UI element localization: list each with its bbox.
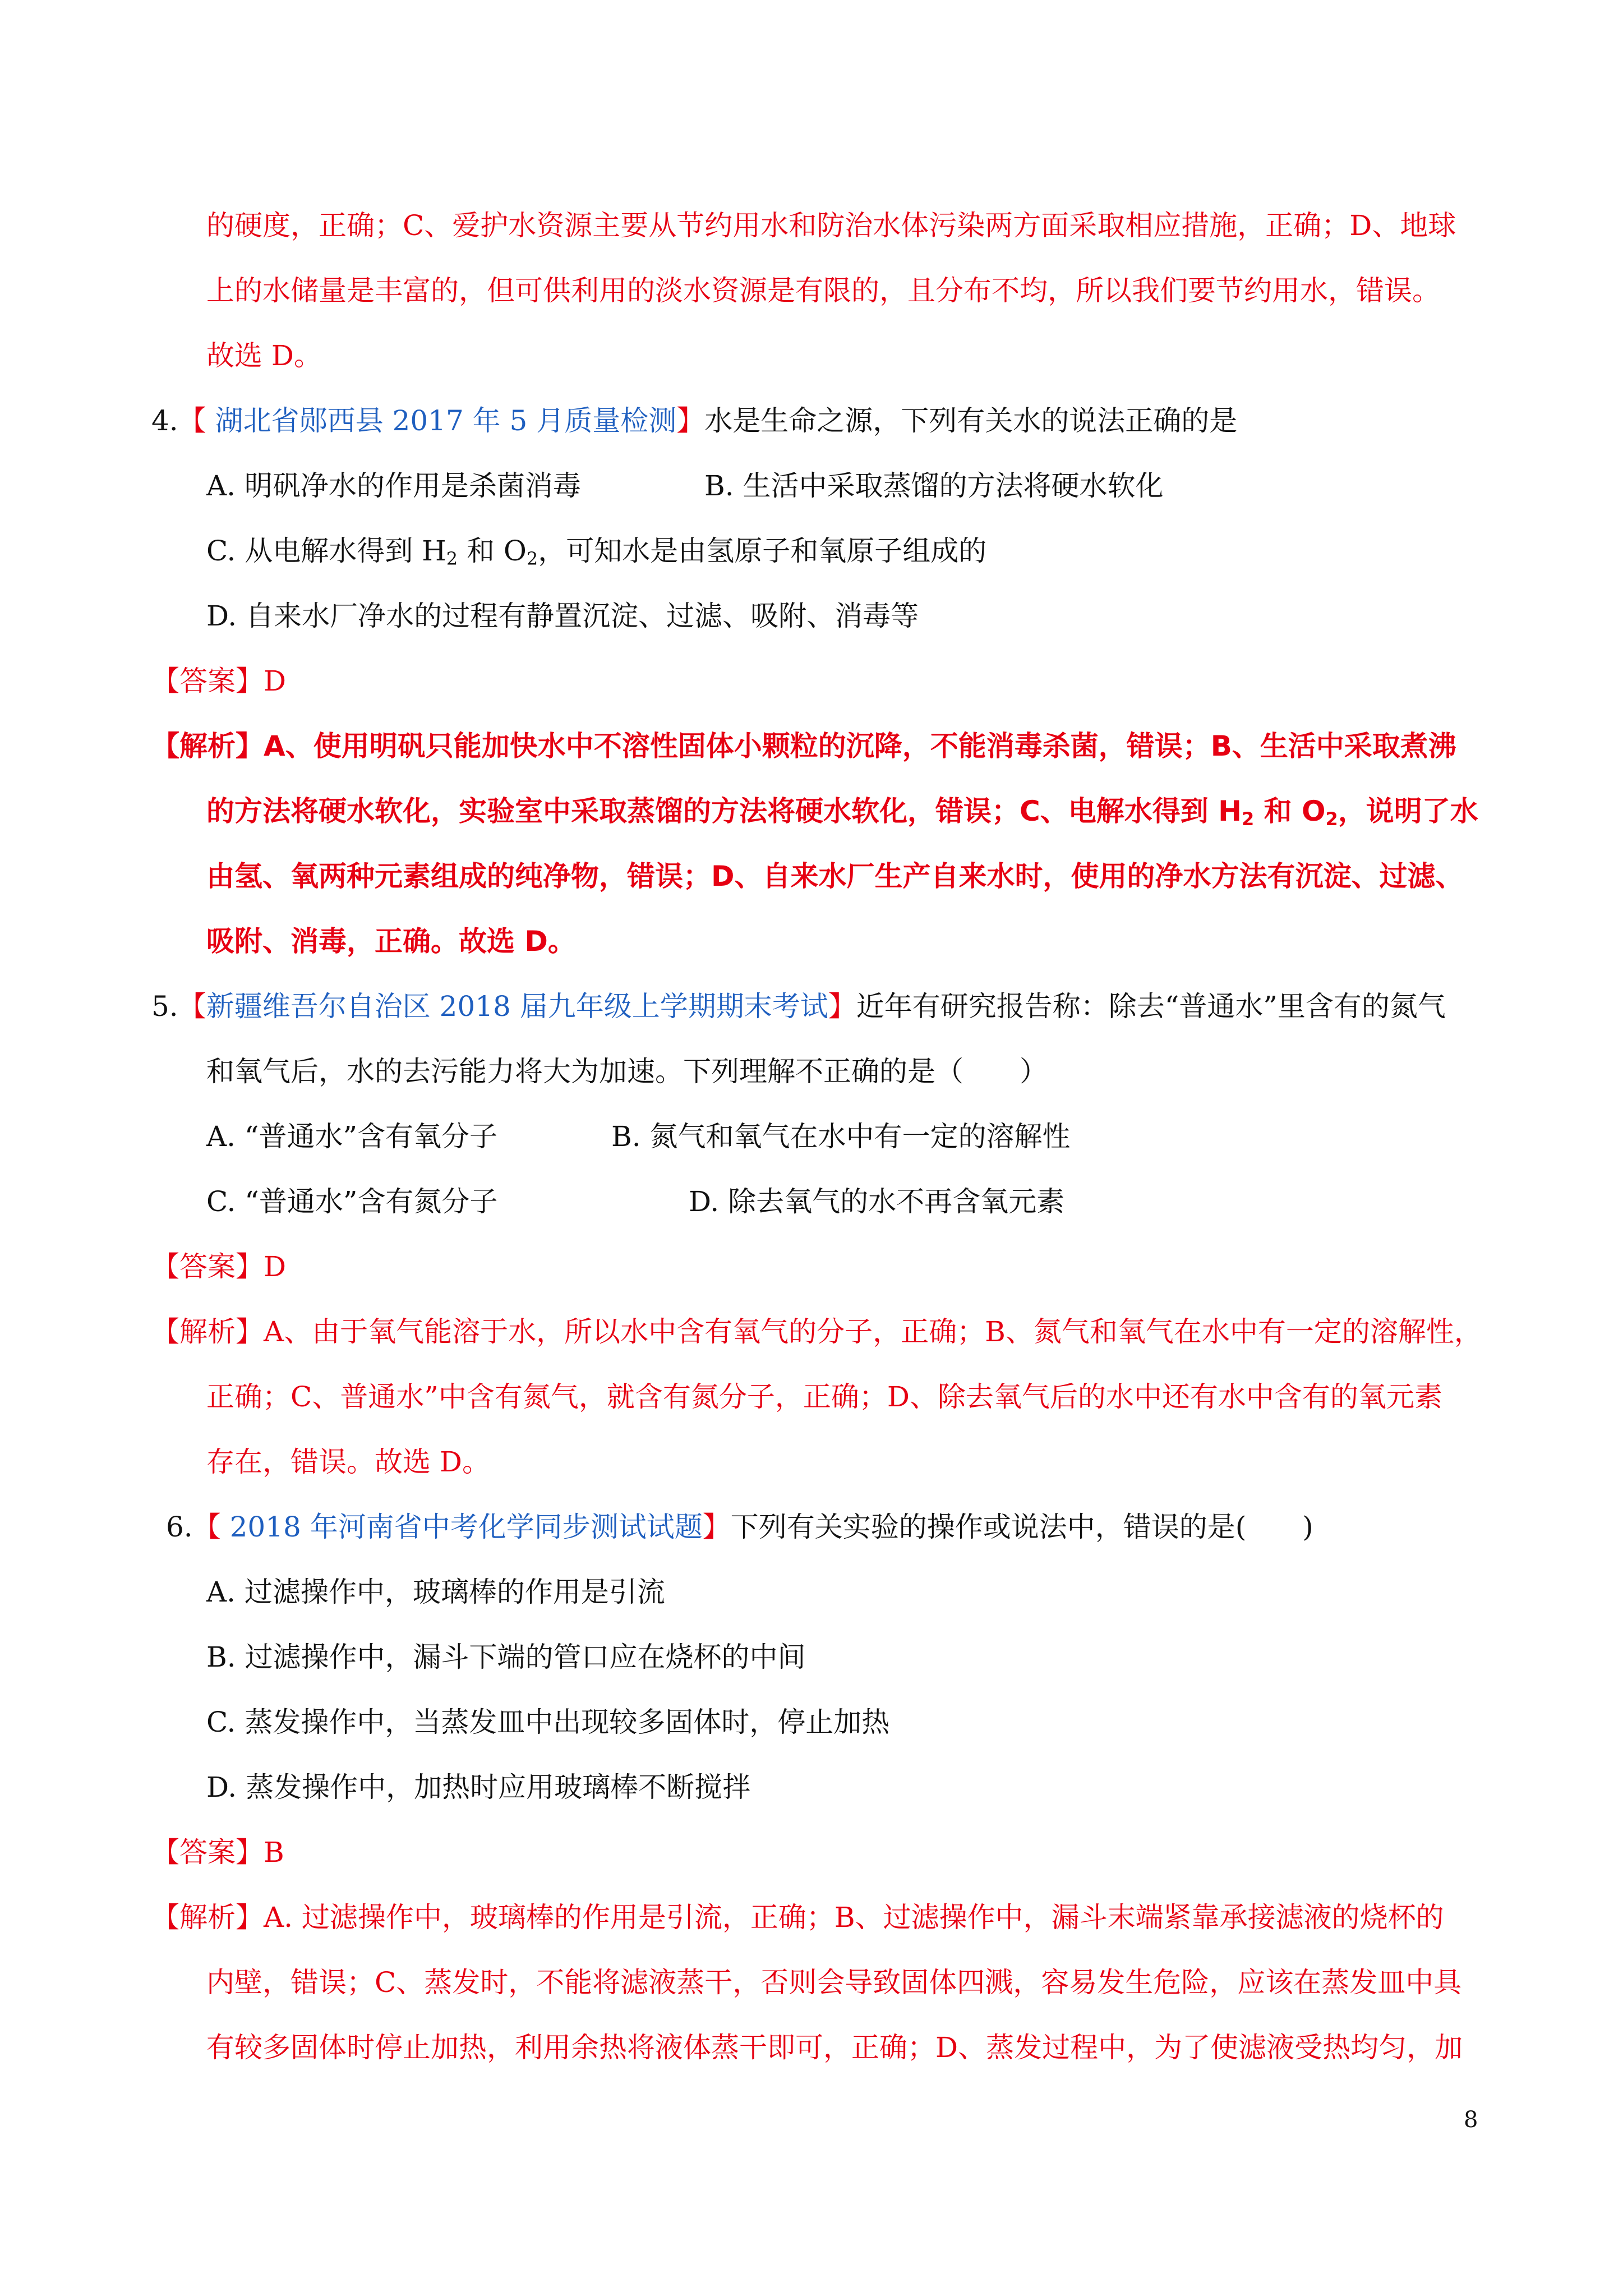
q4-option-d: D. 自来水厂净水的过程有静置沉淀、过滤、吸附、消毒等 (206, 600, 919, 632)
page-number: 8 (1464, 2107, 1478, 2133)
q5-answer (151, 1250, 286, 1283)
q4-analysis-line4: 吸附、消毒，正确。故选 D。 (206, 925, 576, 958)
q6-option-b: B. 过滤操作中，漏斗下端的管口应在烧杯的中间 (206, 1641, 806, 1673)
q5-option-b: B. 氮气和氧气在水中有一定的溶解性 (611, 1120, 1071, 1153)
q5-answer-label: 【答案】 (151, 1250, 264, 1283)
q5-bracket-open: 【 (178, 990, 206, 1023)
analysis-continuation-line3: 故选 D。 (206, 339, 322, 372)
q4-option-b: B. 生活中采取蒸馏的方法将硬水软化 (704, 470, 1164, 502)
q4-analysis-text1: A、使用明矾只能加快水中不溶性固体小颗粒的沉降，不能消毒杀菌，错误；B、生活中采取煮沸 (264, 730, 1456, 762)
q4-analysis2-sub2: 2 (1325, 808, 1338, 830)
q5-stem-line2: 和氧气后，水的去污能力将大为加速。下列理解不正确的是（ ） (206, 1055, 1048, 1088)
q5-analysis-label: 【解析】 (151, 1315, 264, 1348)
q4-option-c-text3: ，可知水是由氢原子和氧原子组成的 (538, 535, 987, 567)
q6-answer-value: B (264, 1836, 284, 1869)
q4-stem: 水是生命之源，下列有关水的说法正确的是 (704, 404, 1238, 437)
q6-source: 2018 年河南省中考化学同步测试试题 (220, 1511, 703, 1543)
q5-analysis-line3: 存在，错误。故选 D。 (206, 1446, 490, 1478)
q4-analysis-line1 (151, 729, 1456, 763)
q4-answer-label: 【答案】 (151, 665, 264, 697)
q6-answer (151, 1835, 284, 1869)
q4-analysis2-text1: 的方法将硬水软化，实验室中采取蒸馏的方法将硬水软化，错误；C、电解水得到 H (206, 795, 1242, 827)
q4-option-c-text2: 和 O (458, 535, 527, 567)
q6-analysis-line2: 内壁，错误；C、蒸发时，不能将滤液蒸干，否则会导致固体四溅，容易发生危险，应该在蒸发皿中具 (206, 1966, 1462, 1999)
q5-analysis-line1 (151, 1315, 1482, 1349)
q4-analysis2-text3: ，说明了水 (1338, 795, 1478, 827)
q5-option-a: A. “普通水”含有氧分子 (206, 1120, 498, 1153)
q4-option-c (206, 534, 986, 568)
q4-stem-line (151, 404, 1237, 438)
q6-stem: 下列有关实验的操作或说法中，错误的是( ) (730, 1511, 1313, 1543)
q6-analysis-label: 【解析】 (151, 1901, 264, 1934)
q5-analysis-line2: 正确；C、普通水”中含有氮气，就含有氮分子，正确；D、除去氧气后的水中还有水中含有的氧元素 (206, 1381, 1442, 1413)
q5-analysis-text1: A、由于氧气能溶于水，所以水中含有氧气的分子，正确；B、氮气和氧气在水中有一定的溶解性， (264, 1315, 1482, 1348)
q4-option-c-sub2: 2 (526, 548, 538, 569)
analysis-continuation-line2: 上的水储量是丰富的，但可供利用的淡水资源是有限的，且分布不均，所以我们要节约用水，错误。 (206, 274, 1440, 307)
q6-number: 6. (166, 1511, 193, 1543)
q4-number: 4. (151, 404, 178, 437)
q4-source: 湖北省郧西县 2017 年 5 月质量检测 (206, 404, 677, 437)
q4-analysis-label: 【解析】 (151, 730, 264, 762)
q6-option-a: A. 过滤操作中，玻璃棒的作用是引流 (206, 1576, 665, 1608)
q6-bracket-close: 】 (702, 1511, 731, 1543)
q6-analysis-line3: 有较多固体时停止加热，利用余热将液体蒸干即可，正确；D、蒸发过程中，为了使滤液受热均匀，加 (206, 2031, 1463, 2064)
q4-answer (151, 664, 286, 698)
q4-analysis-line2 (206, 794, 1478, 828)
q6-option-c: C. 蒸发操作中，当蒸发皿中出现较多固体时，停止加热 (206, 1706, 890, 1738)
q6-answer-label: 【答案】 (151, 1836, 264, 1869)
q6-analysis-line1 (151, 1901, 1444, 1934)
q5-source: 新疆维吾尔自治区 2018 届九年级上学期期末考试 (206, 990, 828, 1023)
q5-number: 5. (151, 990, 178, 1023)
q4-option-c-text1: C. 从电解水得到 H (206, 535, 446, 567)
q5-stem-part1: 近年有研究报告称：除去“普通水”里含有的氮气 (856, 990, 1446, 1023)
q4-analysis2-sub1: 2 (1241, 808, 1255, 830)
q4-bracket-open: 【 (178, 404, 206, 437)
q5-answer-value: D (264, 1250, 287, 1283)
q4-analysis2-text2: 和 O (1254, 795, 1326, 827)
q6-stem-line (166, 1510, 1313, 1544)
q4-option-c-sub1: 2 (446, 548, 458, 569)
analysis-continuation-line1: 的硬度，正确；C、爱护水资源主要从节约用水和防治水体污染两方面采取相应措施，正确；D、地球 (206, 209, 1456, 242)
q5-stem-line1 (151, 990, 1446, 1023)
q5-option-d: D. 除去氧气的水不再含氧元素 (689, 1185, 1065, 1218)
q6-option-d: D. 蒸发操作中，加热时应用玻璃棒不断搅拌 (206, 1771, 751, 1803)
q4-analysis-line3: 由氢、氧两种元素组成的纯净物，错误；D、自来水厂生产自来水时，使用的净水方法有沉淀、过滤、 (206, 860, 1464, 892)
q4-answer-value: D (264, 665, 287, 697)
q6-analysis-text1: A. 过滤操作中，玻璃棒的作用是引流，正确；B、过滤操作中，漏斗末端紧靠承接滤液的烧杯的 (264, 1901, 1444, 1934)
q4-option-a: A. 明矾净水的作用是杀菌消毒 (206, 470, 581, 502)
q6-bracket-open: 【 (192, 1511, 221, 1543)
q5-bracket-close: 】 (828, 990, 856, 1023)
q5-option-c: C. “普通水”含有氮分子 (206, 1185, 498, 1218)
q4-bracket-close: 】 (676, 404, 705, 437)
